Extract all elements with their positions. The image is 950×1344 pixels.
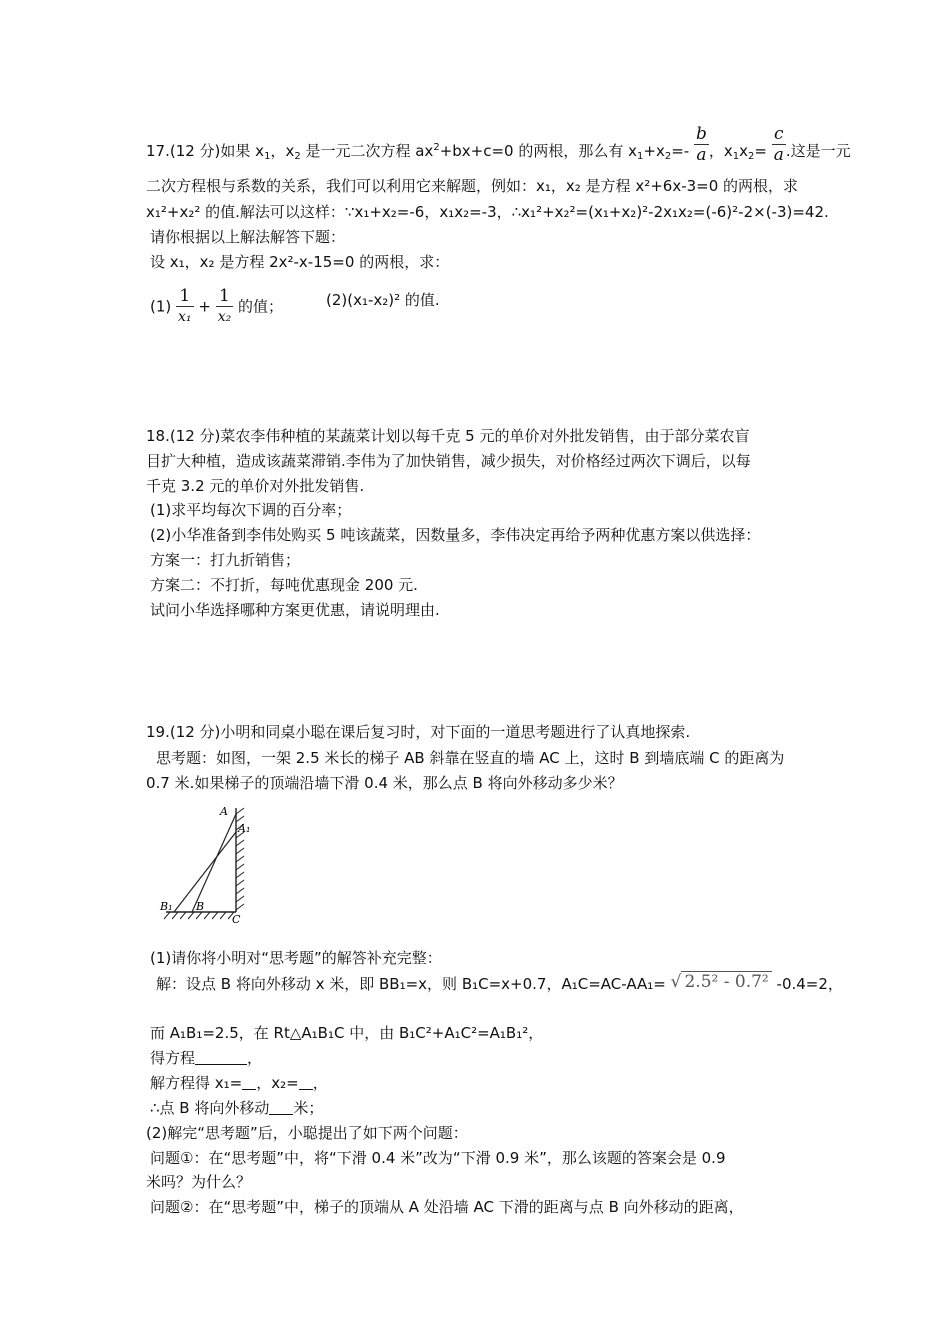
q18-line3: 千克 3.2 元的单价对外批发销售. [146,477,365,495]
q19-line9: ∴点 B 将向外移动 米； [150,1099,324,1117]
q18-line2: 目扩大种植，造成该蔬菜滞销.李伟为了加快销售，减少损失，对价格经过两次下调后，以每 [146,452,751,470]
sqrt-expression: √ 2.5² - 0.7² [671,972,772,992]
q18-line1: 18.(12 分)菜农李伟种植的某蔬菜计划以每千克 5 元的单价对外批发销售，由于部分菜农盲 [146,427,750,445]
ground-hatching [164,912,234,919]
q17-line5: 设 x₁，x₂ 是方程 2x²-x-15=0 的两根，求： [150,253,450,271]
q17-line4: 请你根据以上解法解答下题： [150,228,346,246]
ladder-ab [192,814,236,912]
equation-blank[interactable] [195,1050,247,1065]
q19-line8: 解方程得 x₁= ，x₂= ， [150,1074,328,1092]
fraction-c-over-a: $\frac{c}{a}$ [773,124,784,165]
q18-line4: (1)求平均每次下调的百分率； [150,501,352,519]
fraction-1-over-x2: $\frac{1}{\text{x₂}}$ [217,286,232,325]
q19-line7: 得方程 ， [150,1049,263,1067]
x1-blank[interactable] [242,1075,256,1090]
q18-line6: 方案一：打九折销售； [150,551,301,569]
q17-line1: 17.(12 分)如果 $x_1$，$x_2$ 是一元二次方程 $ax^2+bx+c=0$ 的两根，那么有 $x_1+x_2=-$ $\frac{b}{a}$ ，$x_1x_2=$ $\frac{c}{a}$ .这是一元 [146,124,851,165]
q17-part2: (2)(x₁-x₂)² 的值. [326,291,440,309]
q19-line2: 思考题：如图，一架 2.5 米长的梯子 AB 斜靠在竖直的墙 AC 上，这时 B 到墙底端 C 的距离为 [156,749,785,767]
q19-line11: 问题①：在“思考题”中，将“下滑 0.4 米”改为“下滑 0.9 米”，那么该题的答案会是 0.9 [150,1149,726,1167]
q18-line7: 方案二：不打折，每吨优惠现金 200 元. [150,576,418,594]
q19-line10: (2)解完“思考题”后，小聪提出了如下两个问题： [146,1124,468,1142]
q18-line8: 试问小华选择哪种方案更优惠，请说明理由. [150,601,440,619]
q19-line13: 问题②：在“思考题”中，梯子的顶端从 A 处沿墙 AC 下滑的距离与点 B 向外移动的距离， [150,1198,744,1216]
q19-line12: 米吗？为什么？ [146,1173,252,1191]
label-a: A [220,805,228,818]
fraction-b-over-a: $\frac{b}{a}$ [695,124,707,165]
q19-line3: 0.7 米.如果梯子的顶端沿墙下滑 0.4 米，那么点 B 将向外移动多少米？ [146,774,623,792]
q19-line4: (1)请你将小明对“思考题”的解答补充完整： [150,949,442,967]
x2-blank[interactable] [299,1075,313,1090]
ladder-figure [150,800,260,925]
q18-line5: (2)小华准备到李伟处购买 5 吨该蔬菜，因数量多，李伟决定再给予两种优惠方案以供选择： [150,526,761,544]
distance-blank[interactable] [269,1100,293,1115]
q19-line6: 而 A₁B₁=2.5，在 Rt△A₁B₁C 中，由 B₁C²+A₁C²=A₁B₁²， [150,1024,544,1042]
label-a1: A₁ [238,822,251,835]
q19-line5: 解：设点 B 将向外移动 x 米，即 BB₁=x，则 B₁C=x+0.7，A₁C=AC-AA₁= √ 2.5² - 0.7² -0.4=2， [156,971,843,993]
label-b1: B₁ [160,900,173,913]
q17-line2: 二次方程根与系数的关系，我们可以利用它来解题，例如：x₁，x₂ 是方程 x²+6x-3=0 的两根，求 [146,177,799,195]
fraction-1-over-x1: $\frac{1}{\text{x₁}}$ [178,286,192,325]
label-b: B [196,900,205,913]
label-c: C [232,913,241,925]
q17-line3: x₁²+x₂² 的值.解法可以这样：∵x₁+x₂=-6，x₁x₂=-3，∴x₁²+x₂²=(x₁+x₂)²-2x₁x₂=(-6)²-2×(-3)=42. [146,203,829,221]
q19-line1: 19.(12 分)小明和同桌小聪在课后复习时，对下面的一道思考题进行了认真地探索. [146,723,691,741]
ladder-a1b1 [174,832,236,912]
q17-part1: (1) $\frac{1}{\text{x₁}}$ + $\frac{1}{\text{x₂}}$ 的值； [150,286,283,325]
